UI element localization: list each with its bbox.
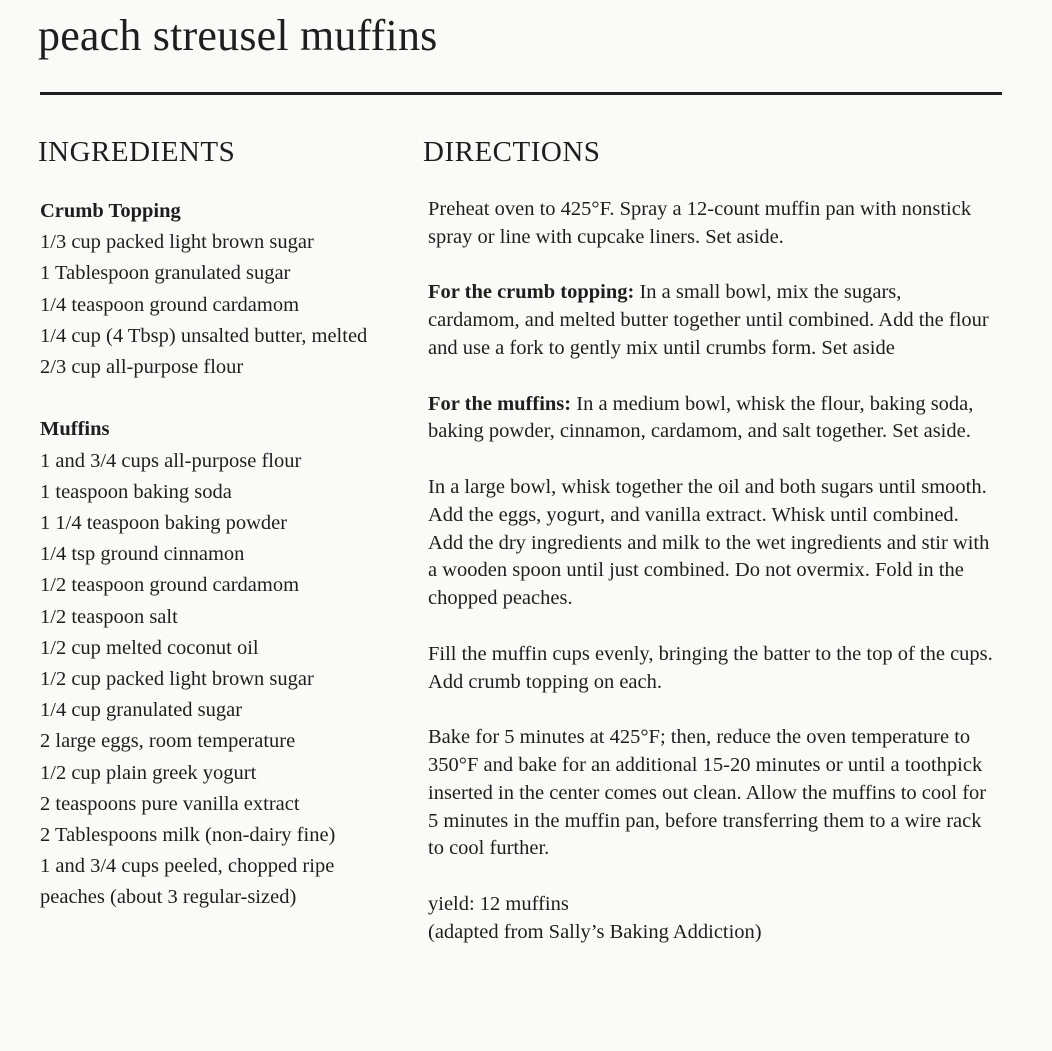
ingredient-item: 2 teaspoons pure vanilla extract <box>40 792 300 815</box>
step-label: For the crumb topping: <box>428 281 635 304</box>
ingredient-item: 1/2 teaspoon ground cardamom <box>40 574 300 597</box>
direction-step <box>428 279 998 362</box>
direction-step <box>428 474 998 613</box>
ingredient-item: 1 1/4 teaspoon baking powder <box>40 512 288 535</box>
step-text: In a small bowl, mix the sugars, cardamom, and melted butter together until combined. Add the flour and use a fork to gently mix until crumbs form. Set aside <box>428 281 989 359</box>
ingredient-item: 1 and 3/4 cups all-purpose flour <box>40 449 302 472</box>
ingredient-item: 1/4 cup (4 Tbsp) unsalted butter, melted <box>40 324 368 347</box>
ingredient-item: 1/4 tsp ground cinnamon <box>40 543 245 566</box>
ingredient-item: 2 large eggs, room temperature <box>40 730 296 753</box>
ingredient-item: 1 teaspoon baking soda <box>40 480 232 503</box>
yield-text: yield: 12 muffins <box>428 892 569 915</box>
ingredient-item: 1 and 3/4 cups peeled, chopped ripe peaches (about 3 regular-sized) <box>40 855 335 909</box>
step-text: Fill the muffin cups evenly, bringing the batter to the top of the cups. Add crumb topping on each. <box>428 642 993 693</box>
ingredient-item: 1/2 cup melted coconut oil <box>40 636 259 659</box>
recipe-footer <box>428 891 998 947</box>
ingredients-heading: INGREDIENTS <box>38 136 236 168</box>
ingredients-list <box>40 196 385 914</box>
step-text: Preheat oven to 425°F. Spray a 12-count muffin pan with nonstick spray or line with cupcake liners. Set aside. <box>428 198 972 248</box>
step-label: For the muffins: <box>428 392 572 415</box>
group-spacer <box>40 383 385 414</box>
ingredient-item: 1/3 cup packed light brown sugar <box>40 231 314 254</box>
direction-step <box>428 724 998 863</box>
step-text: Bake for 5 minutes at 425°F; then, reduce the oven temperature to 350°F and bake for an additional 15-20 minutes or until a toothpick inserted in the center comes out clean. Allow the muffins to cool for 5 minutes in the muffin pan, before transferring them to a wire rack to cool further. <box>428 726 987 860</box>
title-divider <box>40 92 1002 95</box>
ingredient-item: 1/4 teaspoon ground cardamom <box>40 293 300 316</box>
ingredient-item: 2/3 cup all-purpose flour <box>40 356 244 379</box>
ingredient-item: 2 Tablespoons milk (non-dairy fine) <box>40 824 336 847</box>
step-text: In a medium bowl, whisk the flour, baking soda, baking powder, cinnamon, cardamom, and salt together. Set aside. <box>428 392 974 443</box>
ingredient-item: 1/2 cup packed light brown sugar <box>40 668 314 691</box>
step-text: In a large bowl, whisk together the oil and both sugars until smooth. Add the eggs, yogurt, and vanilla extract. Whisk until combined. Add the dry ingredients and milk to the wet ingredients and stir with a wooden spoon until just combined. Do not overmix. Fold in the chopped peaches. <box>428 475 990 610</box>
group-title-muffins: Muffins <box>40 418 110 441</box>
ingredient-item: 1/4 cup granulated sugar <box>40 699 243 722</box>
direction-step <box>428 196 998 252</box>
direction-step <box>428 641 998 697</box>
ingredient-item: 1/2 cup plain greek yogurt <box>40 761 257 784</box>
directions-list <box>428 196 998 974</box>
group-title-crumb-topping: Crumb Topping <box>40 200 181 222</box>
source-credit: (adapted from Sally’s Baking Addiction) <box>428 920 762 943</box>
ingredient-item: 1/2 teaspoon salt <box>40 605 178 628</box>
ingredient-group-muffins <box>40 414 385 913</box>
directions-heading: DIRECTIONS <box>423 136 601 168</box>
ingredient-group-crumb-topping <box>40 196 385 383</box>
direction-step <box>428 391 998 447</box>
page-title: peach streusel muffins <box>38 11 438 60</box>
ingredient-item: 1 Tablespoon granulated sugar <box>40 262 291 285</box>
